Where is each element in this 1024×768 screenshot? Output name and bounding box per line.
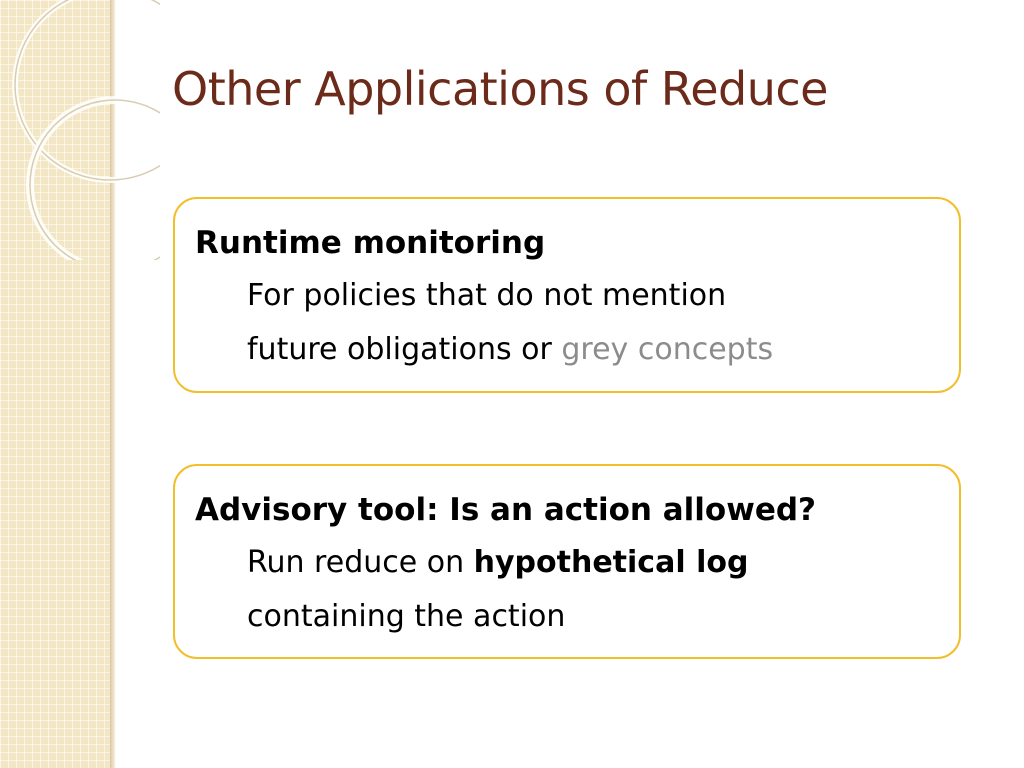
body-text: Run reduce on bbox=[247, 545, 474, 580]
card-body-line: For policies that do not mention bbox=[247, 278, 727, 313]
card-advisory-tool bbox=[173, 464, 961, 659]
page-title: Other Applications of Reduce bbox=[172, 62, 828, 116]
decorative-rings bbox=[0, 0, 160, 260]
card-heading: Runtime monitoring bbox=[195, 225, 546, 261]
card-body-line: containing the action bbox=[247, 599, 566, 634]
card-body-line bbox=[247, 323, 939, 377]
grey-concepts-text: grey concepts bbox=[561, 332, 774, 367]
card-body bbox=[195, 536, 939, 644]
body-text: future obligations or bbox=[247, 332, 562, 367]
card-runtime-monitoring bbox=[173, 197, 961, 393]
card-body bbox=[195, 269, 939, 377]
card-heading: Advisory tool: Is an action allowed? bbox=[195, 492, 817, 528]
hypothetical-log-text: hypothetical log bbox=[473, 545, 749, 580]
card-body-line bbox=[247, 536, 939, 590]
